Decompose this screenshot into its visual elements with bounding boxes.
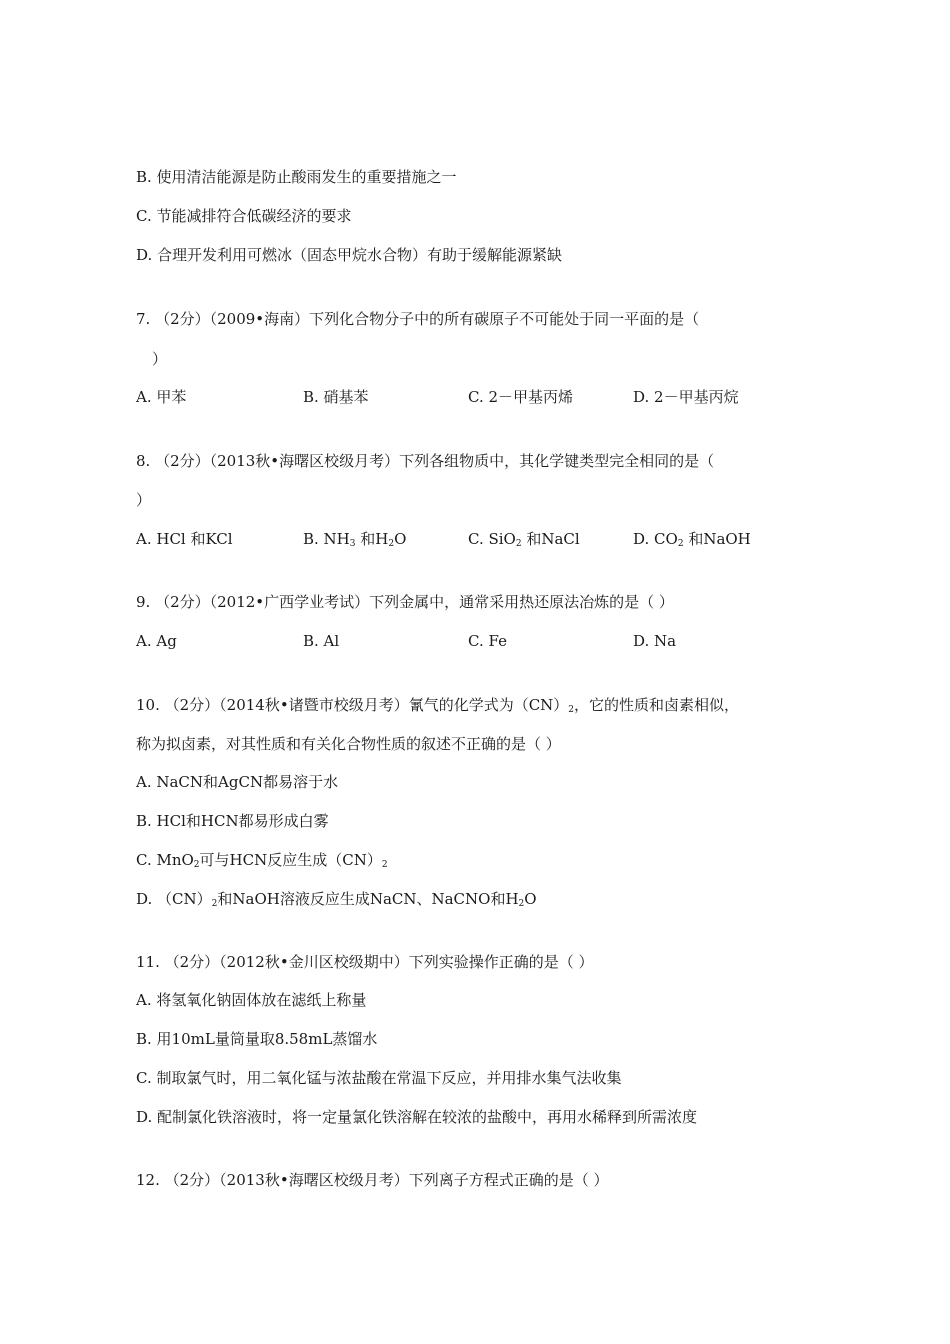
q9-option-d: D. Na (633, 632, 677, 650)
q7-option-a: A. 甲苯 (136, 388, 187, 406)
q9-options (136, 631, 836, 651)
q7-option-b: B. 硝基苯 (303, 388, 369, 406)
q7-options (136, 387, 836, 407)
q9-option-c: C. Fe (468, 632, 507, 650)
q6-option-b: B. 使用清洁能源是防止酸雨发生的重要措施之一 (136, 168, 457, 186)
q6-option-c: C. 节能减排符合低碳经济的要求 (136, 207, 352, 225)
q11-option-a: A. 将氢氧化钠固体放在滤纸上称量 (136, 991, 367, 1009)
q8-option-c: C. SiO$_2$ 和NaCl (468, 530, 580, 549)
q10-option-a: A. NaCN和AgCN都易溶于水 (136, 773, 339, 791)
q11-stem: 11. （2分）（2012秋•金川区校级期中）下列实验操作正确的是（ ） (136, 953, 594, 971)
q10-option-d: D. $(CN)_2$和NaOH溶液反应生成NaCN、NaCNO和$H_2O$ (136, 890, 537, 909)
q10-option-b: B. HCl和HCN都易形成白雾 (136, 812, 329, 830)
q10-stem: 10. （2分）（2014秋•诸暨市校级月考）氰气的化学式为$(CN)_2$，它的性质和卤素相似， (136, 696, 740, 715)
q7-option-d: D. 2－甲基丙烷 (633, 388, 739, 406)
q11-option-d: D. 配制氯化铁溶液时，将一定量氯化铁溶解在较浓的盐酸中，再用水稀释到所需浓度 (136, 1108, 698, 1126)
q9-stem: 9. （2分）（2012•广西学业考试）下列金属中，通常采用热还原法冶炼的是（ ） (136, 593, 674, 611)
q12-stem: 12. （2分）（2013秋•海曙区校级月考）下列离子方程式正确的是（ ） (136, 1171, 609, 1189)
q7-option-c: C. 2－甲基丙烯 (468, 388, 574, 406)
q8-option-a: A. HCl 和KCl (136, 530, 233, 548)
q8-option-d: D. $CO_2$ 和NaOH (633, 530, 751, 549)
q11-option-b: B. 用10mL量筒量取8.58mL蒸馏水 (136, 1030, 378, 1048)
q9-option-a: A. Ag (136, 632, 177, 650)
q11-option-c: C. 制取氯气时，用二氧化锰与浓盐酸在常温下反应，并用排水集气法收集 (136, 1069, 622, 1087)
q7-stem-continuation: ） (152, 350, 168, 368)
q10-stem-continuation: 称为拟卤素，对其性质和有关化合物性质的叙述不正确的是（ ） (136, 735, 561, 753)
q7-stem: 7. （2分）（2009•海南）下列化合物分子中的所有碳原子不可能处于同一平面的是（ (136, 310, 700, 328)
q6-option-d: D. 合理开发利用可燃冰（固态甲烷水合物）有助于缓解能源紧缺 (136, 246, 563, 264)
q10-option-c: C. MnO$_2$可与HCN反应生成$(CN)_2$ (136, 851, 388, 870)
q9-option-b: B. Al (303, 632, 340, 650)
q8-option-b: B. $NH_3$ 和$H_2O$ (303, 530, 407, 549)
q8-stem: 8. （2分）（2013秋•海曙区校级月考）下列各组物质中，其化学键类型完全相同的是（ (136, 452, 715, 470)
q8-options (136, 529, 836, 549)
q8-stem-continuation: ） (136, 491, 152, 509)
